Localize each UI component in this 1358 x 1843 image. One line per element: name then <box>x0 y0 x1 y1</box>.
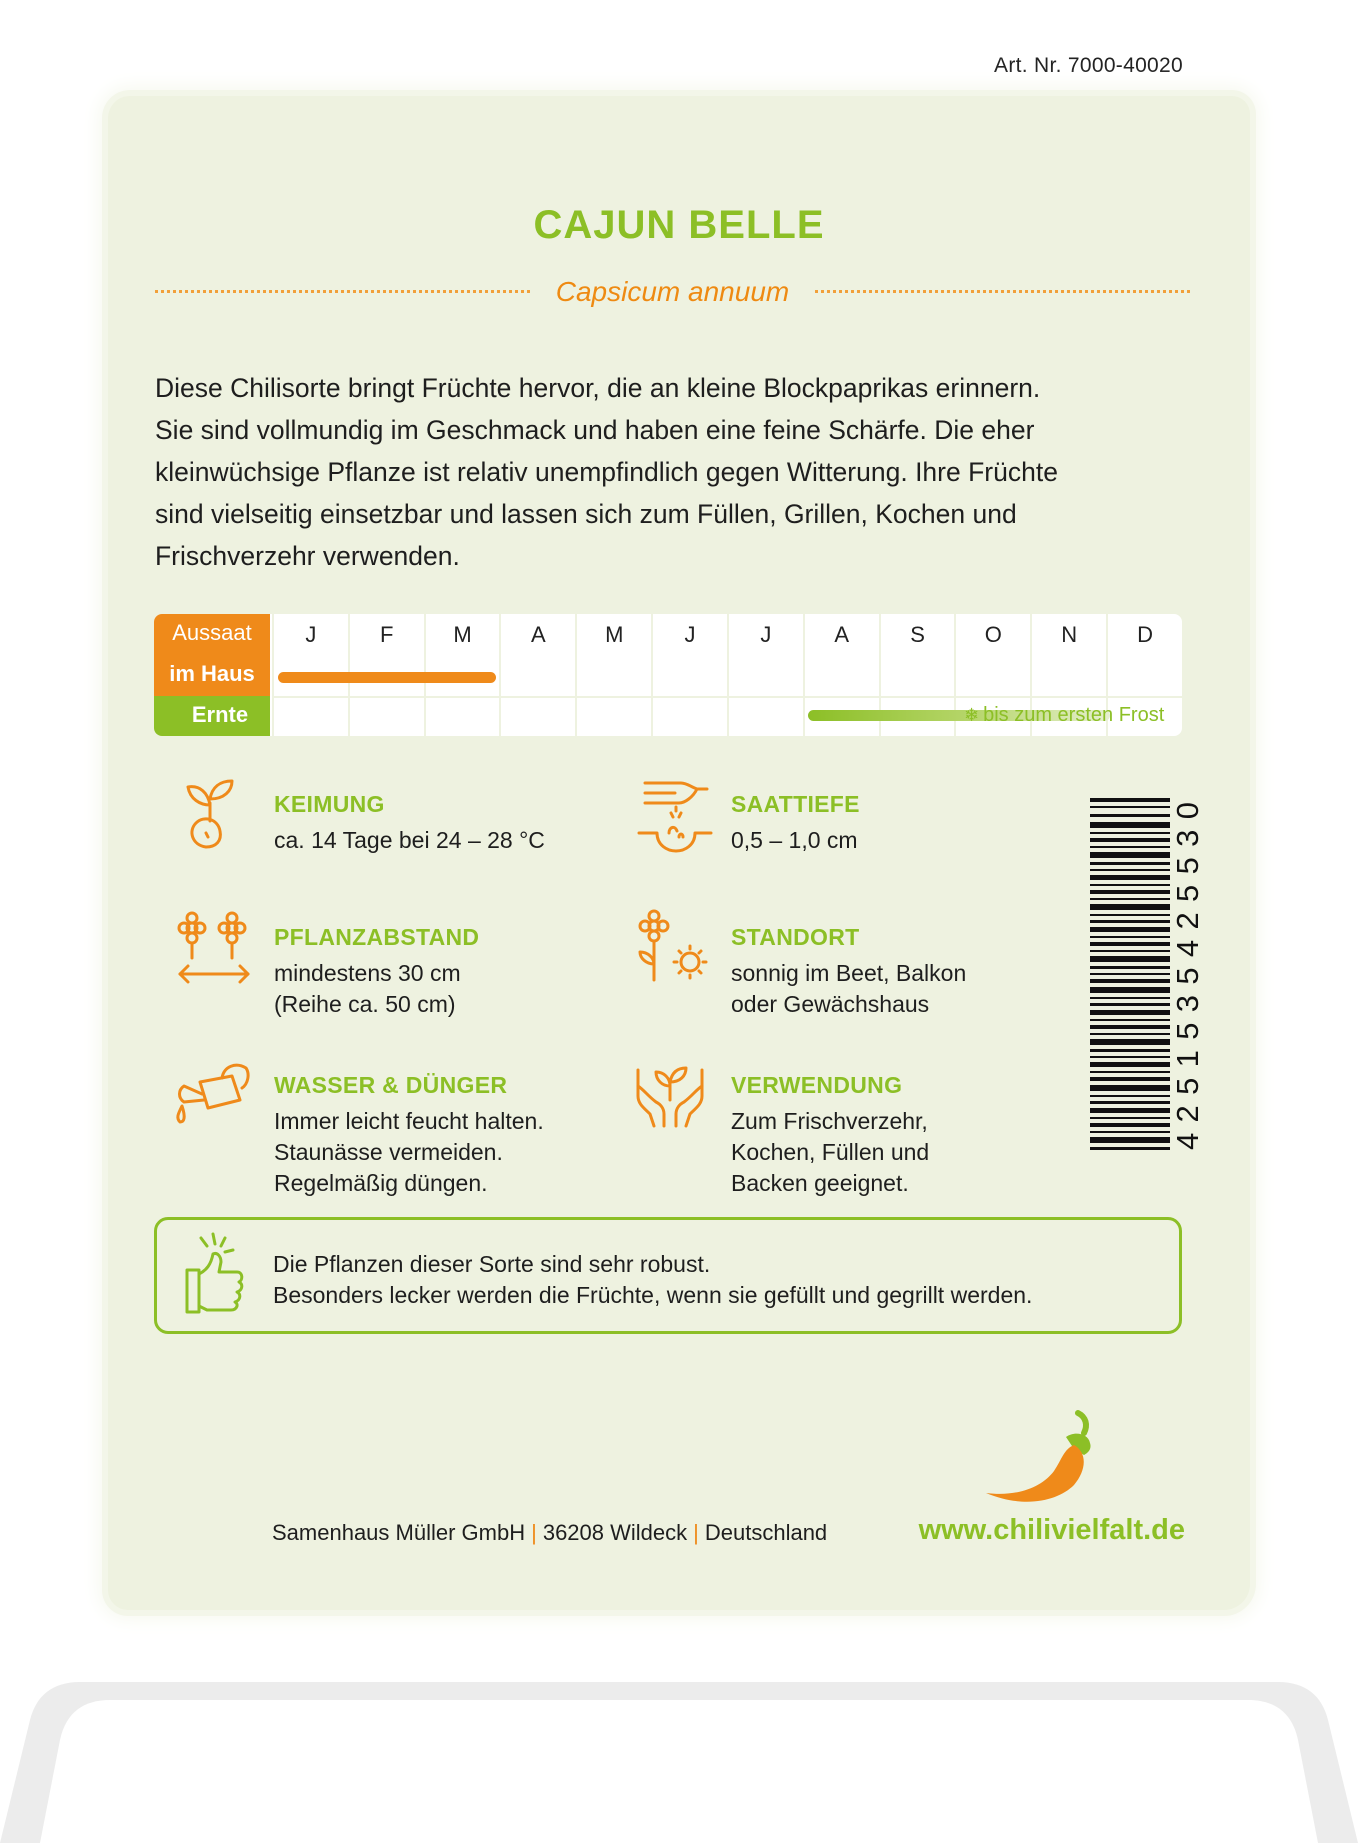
separator: | <box>693 1520 699 1545</box>
barcode <box>1090 794 1205 1154</box>
wasser-text-3: Regelmäßig düngen. <box>274 1170 488 1196</box>
keimung-text: ca. 14 Tage bei 24 – 28 °C <box>274 827 545 853</box>
article-number: Art. Nr. 7000-40020 <box>994 54 1183 77</box>
description-line: Frischverzehr verwenden. <box>155 541 460 571</box>
description-line: Diese Chilisorte bringt Früchte hervor, die an kleine Blockpaprikas erinnern. <box>155 373 1041 403</box>
spacing-icon <box>174 908 254 988</box>
wasser-title: WASSER & DÜNGER <box>274 1072 508 1098</box>
verwendung-text-3: Backen geeignet. <box>731 1170 909 1196</box>
postal-address: 36208 Wildeck <box>542 1520 688 1545</box>
dotted-divider-right <box>815 290 1190 294</box>
month-may: M <box>575 614 651 736</box>
verwendung-text-2: Kochen, Füllen und <box>731 1139 930 1165</box>
chili-pepper-icon <box>978 1405 1104 1515</box>
website-link[interactable]: www.chilivielfalt.de <box>918 1514 1185 1546</box>
tip-line-2: Besonders lecker werden die Früchte, wenn sie gefüllt und gegrillt werden. <box>273 1282 1033 1308</box>
pflanzabstand-text-1: mindestens 30 cm <box>274 960 461 986</box>
description <box>155 367 1205 577</box>
frost-note-text: bis zum ersten Frost <box>983 704 1165 726</box>
wasser-text-2: Staunässe vermeiden. <box>274 1139 503 1165</box>
month-aug: A <box>803 614 879 736</box>
month-feb: F <box>348 614 424 736</box>
tip-line-1: Die Pflanzen dieser Sorte sind sehr robust. <box>273 1251 711 1277</box>
month-oct: O <box>954 614 1030 736</box>
standort-title: STANDORT <box>731 924 860 950</box>
verwendung-text-1: Zum Frischverzehr, <box>731 1108 928 1134</box>
standort-text-1: sonnig im Beet, Balkon <box>731 960 967 986</box>
packet-bottom-shape <box>0 1660 1358 1843</box>
month-mar: M <box>424 614 500 736</box>
month-sep: S <box>879 614 955 736</box>
snowflake-icon: ❄ <box>964 705 980 725</box>
wasser-text-1: Immer leicht feucht halten. <box>274 1108 544 1134</box>
sow-label-line1: Aussaat <box>172 620 252 645</box>
pflanzabstand-title: PFLANZABSTAND <box>274 924 480 950</box>
saattiefe-title: SAATTIEFE <box>731 791 860 817</box>
keimung-title: KEIMUNG <box>274 791 385 817</box>
harvest-label: Ernte <box>191 702 249 727</box>
separator: | <box>531 1520 537 1545</box>
calendar-row-divider <box>272 696 1182 698</box>
tip-box <box>154 1217 1182 1334</box>
country: Deutschland <box>704 1520 828 1545</box>
month-jan: J <box>272 614 348 736</box>
barcode-number-svg <box>1168 794 1208 1154</box>
pflanzabstand-text-2: (Reihe ca. 50 cm) <box>274 991 456 1017</box>
sow-label-line2: im Haus <box>169 661 255 686</box>
variety-title: CAJUN BELLE <box>533 203 825 247</box>
month-nov: N <box>1030 614 1106 736</box>
sun-flower-icon <box>630 908 710 988</box>
description-line: Sie sind vollmundig im Geschmack und haben eine feine Schärfe. Die eher <box>155 415 1035 445</box>
description-line: sind vielseitig einsetzbar und lassen sich zum Füllen, Grillen, Kochen und <box>155 499 1017 529</box>
description-line: kleinwüchsige Pflanze ist relativ unempfindlich gegen Witterung. Ihre Früchte <box>155 457 1058 487</box>
company-name: Samenhaus Müller GmbH <box>272 1520 526 1545</box>
barcode-bars <box>1090 794 1170 1154</box>
subtitle-row <box>155 276 1190 310</box>
company-line <box>272 1520 827 1546</box>
standort-text-2: oder Gewächshaus <box>731 991 930 1017</box>
sowing-period-bar <box>278 672 496 683</box>
watering-can-icon <box>170 1056 250 1136</box>
verwendung-title: VERWENDUNG <box>731 1072 903 1098</box>
botanical-name: Capsicum annuum <box>555 276 790 307</box>
sowing-calendar <box>154 614 1182 736</box>
month-jun: J <box>651 614 727 736</box>
barcode-number: 4251535425530 <box>1170 802 1205 1150</box>
tip-text <box>273 1249 1032 1311</box>
month-jul: J <box>727 614 803 736</box>
sowing-depth-icon <box>635 775 715 855</box>
month-dec: D <box>1106 614 1182 736</box>
seedling-icon <box>178 775 258 855</box>
hands-plant-icon <box>630 1056 710 1136</box>
thumbs-up-icon <box>177 1230 247 1320</box>
month-apr: A <box>499 614 575 736</box>
frost-note <box>964 704 1164 727</box>
saattiefe-text: 0,5 – 1,0 cm <box>731 827 858 853</box>
